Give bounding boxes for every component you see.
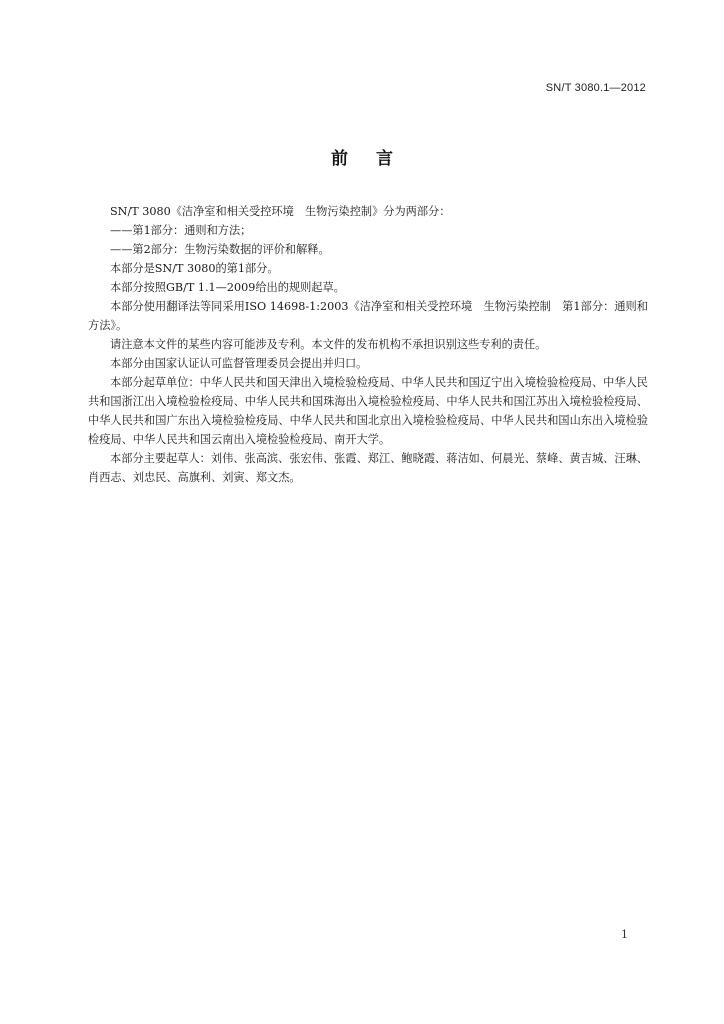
paragraph-iso-adoption: 本部分使用翻译法等同采用ISO 14698-1:2003《洁净室和相关受控环境 生物污染控制 第1部分：通则和方法》。 <box>88 300 648 332</box>
paragraph-proposer: 本部分由国家认证认可监督管理委员会提出并归口。 <box>110 357 368 370</box>
paragraph-drafting-units: 本部分起草单位：中华人民共和国天津出入境检验检疫局、中华人民共和国辽宁出入境检验检疫局、中华人民共和国浙江出入境检验检疫局、中华人民共和国珠海出入境检验检疫局、中华人民共和国江苏出入境检验检疫局、中华人民共和国广东出入境检验检疫局、中华人民共和国北京出入境检验检疫局、中华人民共和国山东出入境检验检疫局、中华人民共和国云南出入境检验检疫局、南开大学。 <box>88 376 648 446</box>
paragraph-patent-notice: 请注意本文件的某些内容可能涉及专利。本文件的发布机构不承担识别这些专利的责任。 <box>110 338 547 351</box>
page-number: 1 <box>621 928 628 941</box>
document-code: SN/T 3080.1—2012 <box>545 82 646 94</box>
paragraph-part-1: ——第1部分：通则和方法； <box>110 224 252 237</box>
foreword-body <box>88 202 648 487</box>
page-title: 前言 <box>331 149 421 169</box>
paragraph-this-part: 本部分是SN/T 3080的第1部分。 <box>110 262 279 275</box>
paragraph-part-2: ——第2部分：生物污染数据的评价和解释。 <box>110 243 330 256</box>
paragraph-drafting-rules: 本部分按照GB/T 1.1—2009给出的规则起草。 <box>110 281 345 294</box>
paragraph-parts-intro: SN/T 3080《洁净室和相关受控环境 生物污染控制》分为两部分： <box>110 205 451 218</box>
paragraph-drafters: 本部分主要起草人：刘伟、张高滨、张宏伟、张霞、郑江、鲍晓霞、蒋洁如、何晨光、蔡峰、黄吉城、汪琳、肖西志、刘忠民、高旗利、刘寅、郑文杰。 <box>88 452 648 484</box>
